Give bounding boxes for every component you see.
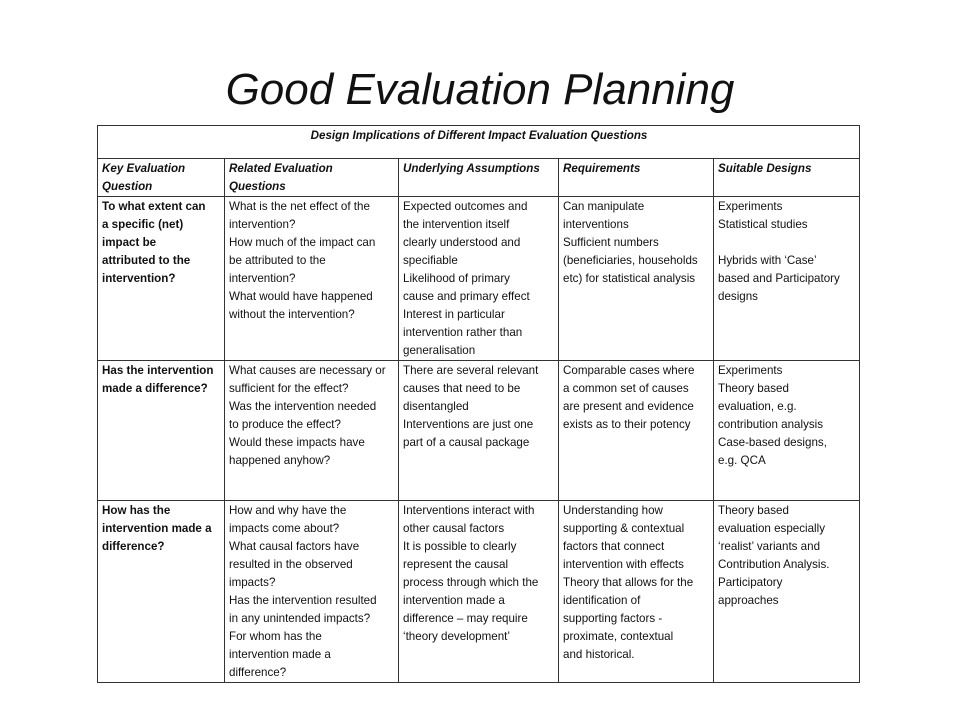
cell-line: Comparable cases where <box>563 364 695 377</box>
cell-line: Understanding how <box>563 504 663 517</box>
cell-line: Likelihood of primary <box>403 272 510 285</box>
cell-line: What causes are necessary or <box>229 364 386 377</box>
cell-line: Contribution Analysis. <box>718 558 830 571</box>
related-questions-cell <box>225 501 399 683</box>
cell-line: Participatory <box>718 576 783 589</box>
header-key-question <box>98 159 225 197</box>
cell-line: Sufficient numbers <box>563 236 659 249</box>
cell-line: Interventions interact with <box>403 504 535 517</box>
cell-line: sufficient for the effect? <box>229 382 349 395</box>
header-underlying-assumptions <box>399 159 559 197</box>
cell-line: other causal factors <box>403 522 505 535</box>
cell-line: What would have happened <box>229 290 373 303</box>
cell-line: represent the causal <box>403 558 509 571</box>
cell-line: intervention? <box>229 272 296 285</box>
cell-line: e.g. QCA <box>718 454 766 467</box>
cell-line: supporting factors - <box>563 612 663 625</box>
cell-line: ‘theory development’ <box>403 630 510 643</box>
cell-line: Experiments <box>718 200 783 213</box>
cell-line: specifiable <box>403 254 458 267</box>
cell-line: For whom has the <box>229 630 322 643</box>
cell-line: Can manipulate <box>563 200 645 213</box>
cell-line: Has the intervention resulted <box>229 594 377 607</box>
cell-line: ‘realist’ variants and <box>718 540 821 553</box>
cell-line: Suitable Designs <box>718 162 812 175</box>
cell-line: process through which the <box>403 576 539 589</box>
cell-line: Was the intervention needed <box>229 400 377 413</box>
cell-line: the intervention itself <box>403 218 510 231</box>
cell-line: impact be <box>102 236 157 249</box>
header-suitable-designs <box>714 159 860 197</box>
cell-line: designs <box>718 290 758 303</box>
cell-line: made a difference? <box>102 382 208 395</box>
caption-row <box>98 126 860 159</box>
designs-cell <box>714 197 860 361</box>
cell-line: identification of <box>563 594 641 607</box>
cell-line: are present and evidence <box>563 400 694 413</box>
cell-line: How much of the impact can <box>229 236 376 249</box>
cell-line: Key Evaluation <box>102 162 186 175</box>
cell-line: What is the net effect of the <box>229 200 370 213</box>
cell-line: intervention rather than <box>403 326 523 339</box>
cell-spacer <box>718 234 856 252</box>
cell-line: Has the intervention <box>102 364 214 377</box>
cell-line: to produce the effect? <box>229 418 341 431</box>
cell-line: resulted in the observed <box>229 558 353 571</box>
table-row <box>98 361 860 501</box>
cell-line: intervention? <box>229 218 296 231</box>
cell-line: Case-based designs, <box>718 436 827 449</box>
cell-line: (beneficiaries, households <box>563 254 698 267</box>
cell-line: part of a causal package <box>403 436 530 449</box>
related-questions-cell <box>225 197 399 361</box>
cell-line: and historical. <box>563 648 635 661</box>
cell-line: causes that need to be <box>403 382 521 395</box>
designs-cell <box>714 501 860 683</box>
cell-line: intervention made a <box>403 594 505 607</box>
cell-line: generalisation <box>403 344 476 357</box>
cell-line: Would these impacts have <box>229 436 365 449</box>
cell-line: Statistical studies <box>718 218 808 231</box>
table-row <box>98 501 860 683</box>
cell-line: How has the <box>102 504 171 517</box>
cell-line: impacts come about? <box>229 522 340 535</box>
designs-cell <box>714 361 860 501</box>
cell-line: difference – may require <box>403 612 528 625</box>
cell-line: intervention made a <box>229 648 331 661</box>
evaluation-design-table <box>97 125 860 683</box>
cell-line: disentangled <box>403 400 469 413</box>
requirements-cell <box>559 361 714 501</box>
cell-line: etc) for statistical analysis <box>563 272 696 285</box>
cell-line: Related Evaluation <box>229 162 333 175</box>
cell-line: Questions <box>229 180 286 193</box>
cell-line: Underlying Assumptions <box>403 162 540 175</box>
cell-line: Experiments <box>718 364 783 377</box>
cell-line: Interest in particular <box>403 308 505 321</box>
cell-line: Theory that allows for the <box>563 576 694 589</box>
cell-line: clearly understood and <box>403 236 521 249</box>
key-question-cell <box>98 501 225 683</box>
header-related-questions <box>225 159 399 197</box>
related-questions-cell <box>225 361 399 501</box>
cell-line: Question <box>102 180 153 193</box>
cell-line: It is possible to clearly <box>403 540 517 553</box>
cell-line: Hybrids with ‘Case’ <box>718 254 817 267</box>
cell-line: contribution analysis <box>718 418 824 431</box>
cell-line: based and Participatory <box>718 272 840 285</box>
cell-line: be attributed to the <box>229 254 326 267</box>
cell-line: How and why have the <box>229 504 347 517</box>
cell-line: impacts? <box>229 576 276 589</box>
requirements-cell <box>559 197 714 361</box>
key-question-cell <box>98 361 225 501</box>
cell-line: cause and primary effect <box>403 290 530 303</box>
table-row <box>98 197 860 361</box>
cell-line: a common set of causes <box>563 382 689 395</box>
cell-line: interventions <box>563 218 629 231</box>
cell-line: Theory based <box>718 382 789 395</box>
cell-line: exists as to their potency <box>563 418 691 431</box>
header-row <box>98 159 860 197</box>
cell-line: attributed to the <box>102 254 191 267</box>
cell-line: intervention made a <box>102 522 212 535</box>
cell-line: intervention? <box>102 272 176 285</box>
cell-line: approaches <box>718 594 779 607</box>
cell-line: intervention with effects <box>563 558 684 571</box>
cell-line: evaluation, e.g. <box>718 400 797 413</box>
cell-line: proximate, contextual <box>563 630 674 643</box>
cell-line: What causal factors have <box>229 540 360 553</box>
cell-line: Expected outcomes and <box>403 200 528 213</box>
cell-line: There are several relevant <box>403 364 539 377</box>
slide-title: Good Evaluation Planning <box>225 65 735 114</box>
cell-line: Theory based <box>718 504 789 517</box>
cell-line: evaluation especially <box>718 522 825 535</box>
cell-line: supporting & contextual <box>563 522 685 535</box>
cell-line: To what extent can <box>102 200 206 213</box>
cell-line: Requirements <box>563 162 641 175</box>
table-caption: Design Implications of Different Impact Evaluation Questions <box>98 126 860 159</box>
cell-line: factors that connect <box>563 540 665 553</box>
cell-line: difference? <box>229 666 287 679</box>
header-requirements <box>559 159 714 197</box>
cell-line: difference? <box>102 540 165 553</box>
assumptions-cell <box>399 197 559 361</box>
cell-line: without the intervention? <box>229 308 355 321</box>
cell-line: happened anyhow? <box>229 454 331 467</box>
cell-line: a specific (net) <box>102 218 184 231</box>
assumptions-cell <box>399 361 559 501</box>
cell-line: in any unintended impacts? <box>229 612 371 625</box>
key-question-cell <box>98 197 225 361</box>
requirements-cell <box>559 501 714 683</box>
cell-line: Interventions are just one <box>403 418 534 431</box>
assumptions-cell <box>399 501 559 683</box>
